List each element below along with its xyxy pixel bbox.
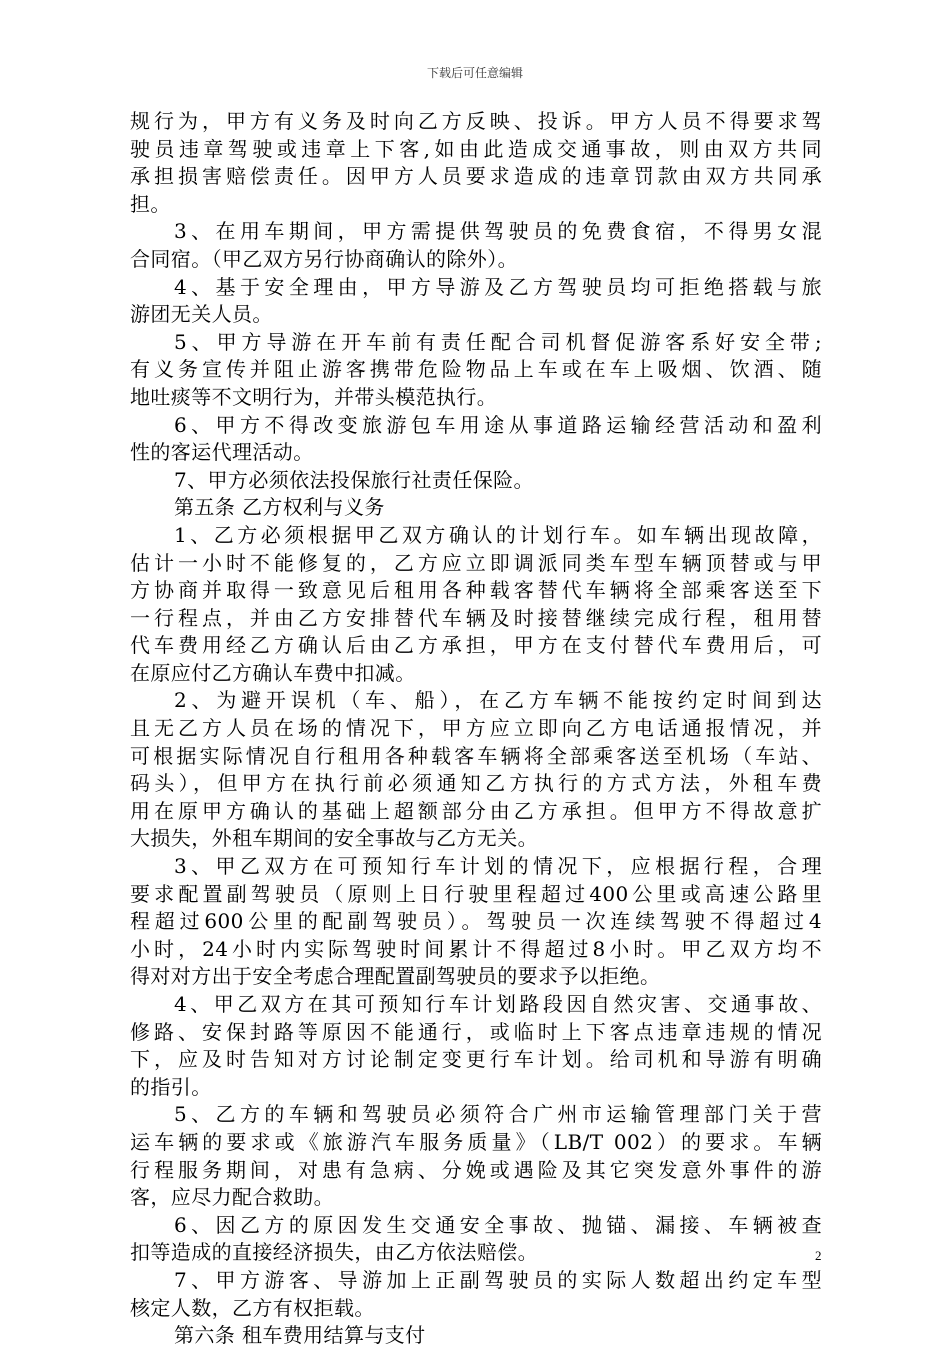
page-header: 下载后可任意编辑 (426, 66, 523, 80)
text-line: 码头），但甲方在执行前必须通知乙方执行的方式方法，外租车费 (130, 771, 822, 796)
text-line: 要求配置副驾驶员（原则上日行驶里程超过400公里或高速公路里 (130, 881, 822, 906)
text-line: 行程服务期间，对患有急病、分娩或遇险及其它突发意外事件的游 (130, 1157, 822, 1182)
text-line: 规行为，甲方有义务及时向乙方反映、投诉。甲方人员不得要求驾 (130, 109, 822, 133)
text-line: 性的客运代理活动。 (130, 440, 314, 465)
text-line: 2、为避开误机（车、船），在乙方车辆不能按约定时间到达 (174, 688, 822, 713)
text-line: 5、甲方导游在开车前有责任配合司机督促游客系好安全带; (174, 329, 822, 354)
text-line: 5、乙方的车辆和驾驶员必须符合广州市运输管理部门关于营 (174, 1102, 822, 1127)
text-line: 用在原甲方确认的基础上超额部分由乙方承担。但甲方不得故意扩 (130, 798, 822, 823)
text-line: 扣等造成的直接经济损失，由乙方依法赔偿。 (130, 1240, 538, 1265)
text-line: 担。 (130, 191, 171, 216)
text-line: 大损失，外租车期间的安全事故与乙方无关。 (130, 826, 538, 851)
text-line: 4、甲乙双方在其可预知行车计划路段因自然灾害、交通事故、 (174, 992, 822, 1016)
text-line: 6、甲方不得改变旅游包车用途从事道路运输经营活动和盈利 (174, 412, 822, 437)
document-body (130, 108, 822, 1350)
text-line: 地吐痰等不文明行为，并带头模范执行。 (130, 384, 498, 409)
text-line: 第五条 乙方权利与义务 (174, 495, 385, 520)
text-line: 驶员违章驾驶或违章上下客,如由此造成交通事故，则由双方共同 (130, 136, 822, 161)
text-line: 承担损害赔偿责任。因甲方人员要求造成的违章罚款由双方共同承 (130, 164, 822, 189)
text-line: 程超过600公里的配副驾驶员）。驾驶员一次连续驾驶不得超过4 (130, 909, 822, 934)
text-line: 3、在用车期间，甲方需提供驾驶员的免费食宿，不得男女混 (174, 219, 822, 244)
text-line: 小时，24小时内实际驾驶时间累计不得超过8小时。甲乙双方均不 (130, 936, 822, 961)
text-line: 游团无关人员。 (130, 302, 273, 327)
text-line: 第六条 租车费用结算与支付 (174, 1323, 426, 1348)
text-line: 7、甲方必须依法投保旅行社责任保险。 (174, 467, 534, 492)
page-number: 2 (815, 1248, 822, 1263)
text-line: 3、甲乙双方在可预知行车计划的情况下，应根据行程，合理 (174, 854, 822, 879)
text-line: 可根据实际情况自行租用各种载客车辆将全部乘客送至机场（车站、 (130, 743, 822, 768)
text-line: 1、乙方必须根据甲乙双方确认的计划行车。如车辆出现故障， (174, 522, 822, 547)
text-line: 4、基于安全理由，甲方导游及乙方驾驶员均可拒绝搭载与旅 (174, 274, 822, 299)
text-line: 估计一小时不能修复的，乙方应立即调派同类车型车辆顶替或与甲 (130, 550, 822, 575)
text-line: 有义务宣传并阻止游客携带危险物品上车或在车上吸烟、饮酒、随 (130, 357, 822, 382)
text-line: 且无乙方人员在场的情况下，甲方应立即向乙方电话通报情况，并 (130, 716, 822, 741)
text-line: 在原应付乙方确认车费中扣减。 (130, 660, 416, 685)
text-line: 7、甲方游客、导游加上正副驾驶员的实际人数超出约定车型 (174, 1267, 822, 1292)
text-line: 一行程点，并由乙方安排替代车辆及时接替继续完成行程，租用替 (130, 605, 822, 630)
text-line: 修路、安保封路等原因不能通行，或临时上下客点违章违规的情况 (130, 1019, 822, 1044)
text-line: 核定人数，乙方有权拒载。 (130, 1295, 375, 1320)
text-line: 方协商并取得一致意见后租用各种载客替代车辆将全部乘客送至下 (130, 578, 822, 603)
text-line: 下，应及时告知对方讨论制定变更行车计划。给司机和导游有明确 (130, 1047, 822, 1072)
text-line: 运车辆的要求或《旅游汽车服务质量》（LB/T 002）的要求。车辆 (130, 1129, 822, 1154)
text-line: 合同宿。（甲乙双方另行协商确认的除外）。 (130, 246, 518, 271)
text-line: 6、因乙方的原因发生交通安全事故、抛锚、漏接、车辆被查 (174, 1212, 822, 1237)
text-line: 的指引。 (130, 1074, 212, 1099)
text-line: 得对对方出于安全考虑合理配置副驾驶员的要求予以拒绝。 (130, 964, 661, 989)
text-line: 客，应尽力配合救助。 (130, 1185, 334, 1210)
text-line: 代车费用经乙方确认后由乙方承担，甲方在支付替代车费用后，可 (130, 633, 822, 658)
